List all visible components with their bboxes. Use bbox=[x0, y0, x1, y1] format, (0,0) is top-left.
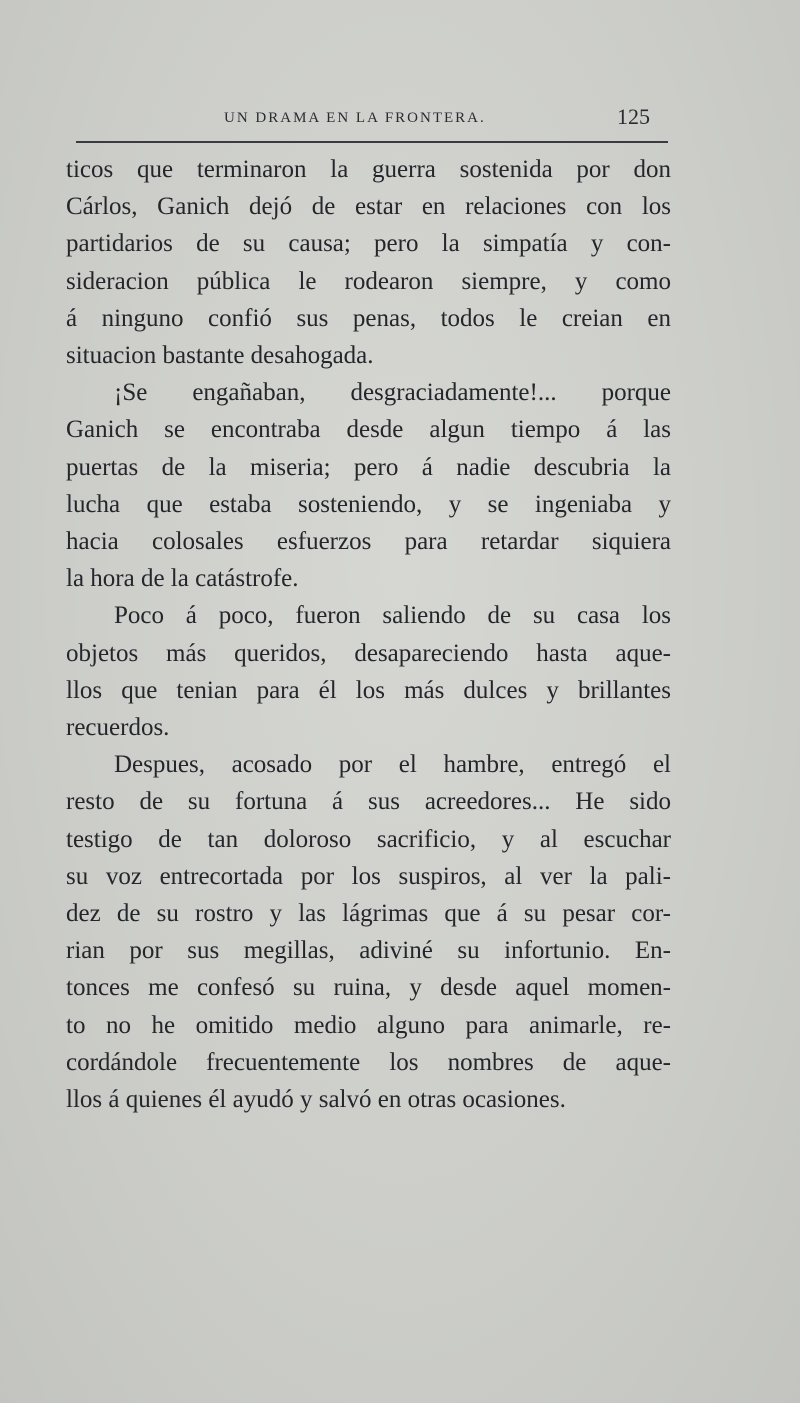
running-title: UN DRAMA EN LA FRONTERA. bbox=[224, 110, 486, 126]
text-line: á ninguno confió sus penas, todos le creian en bbox=[66, 304, 671, 332]
body-text bbox=[66, 151, 671, 1118]
page-number: 125 bbox=[617, 104, 650, 129]
page-header bbox=[76, 104, 668, 134]
text-line: dez de su rostro y las lágrimas que á su pesar cor- bbox=[66, 900, 671, 928]
text-line: su voz entrecortada por los suspiros, al ver la pali- bbox=[66, 862, 671, 890]
paragraph-3 bbox=[66, 597, 671, 746]
text-line: Poco á poco, fueron saliendo de su casa los bbox=[114, 602, 671, 630]
text-line: Cárlos, Ganich dejó de estar en relaciones con los bbox=[66, 193, 671, 221]
text-line: sideracion pública le rodearon siempre, y como bbox=[66, 267, 671, 295]
text-line: puertas de la miseria; pero á nadie descubria la bbox=[66, 453, 671, 481]
paragraph-1 bbox=[66, 151, 671, 374]
header-rule bbox=[76, 141, 668, 143]
paragraph-4 bbox=[66, 746, 671, 1118]
text-line: recuerdos. bbox=[66, 714, 170, 742]
text-line: lucha que estaba sosteniendo, y se ingeniaba y bbox=[66, 490, 671, 518]
text-line: la hora de la catástrofe. bbox=[66, 565, 299, 593]
text-line: ¡Se engañaban, desgraciadamente!... porque bbox=[114, 379, 671, 407]
text-line: llos que tenian para él los más dulces y brillantes bbox=[66, 676, 671, 704]
text-line: ticos que terminaron la guerra sostenida por don bbox=[66, 156, 671, 183]
text-line: Despues, acosado por el hambre, entregó el bbox=[114, 751, 671, 779]
paragraph-2 bbox=[66, 374, 671, 597]
text-line: objetos más queridos, desapareciendo hasta aque- bbox=[66, 639, 671, 667]
text-line: cordándole frecuentemente los nombres de aque- bbox=[66, 1048, 671, 1076]
text-line: situacion bastante desahogada. bbox=[66, 342, 374, 370]
text-line: Ganich se encontraba desde algun tiempo á las bbox=[66, 416, 671, 444]
text-line: hacia colosales esfuerzos para retardar siquiera bbox=[66, 528, 671, 556]
text-line: tonces me confesó su ruina, y desde aquel momen- bbox=[66, 974, 671, 1002]
text-line: to no he omitido medio alguno para animarle, re- bbox=[66, 1011, 671, 1039]
text-line: rian por sus megillas, adiviné su infortunio. En- bbox=[66, 937, 671, 965]
text-line: partidarios de su causa; pero la simpatía y con- bbox=[66, 230, 671, 258]
text-line: llos á quienes él ayudó y salvó en otras ocasiones. bbox=[66, 1086, 566, 1114]
text-line: resto de su fortuna á sus acreedores... He sido bbox=[66, 788, 671, 816]
text-line: testigo de tan doloroso sacrificio, y al escuchar bbox=[66, 825, 671, 853]
